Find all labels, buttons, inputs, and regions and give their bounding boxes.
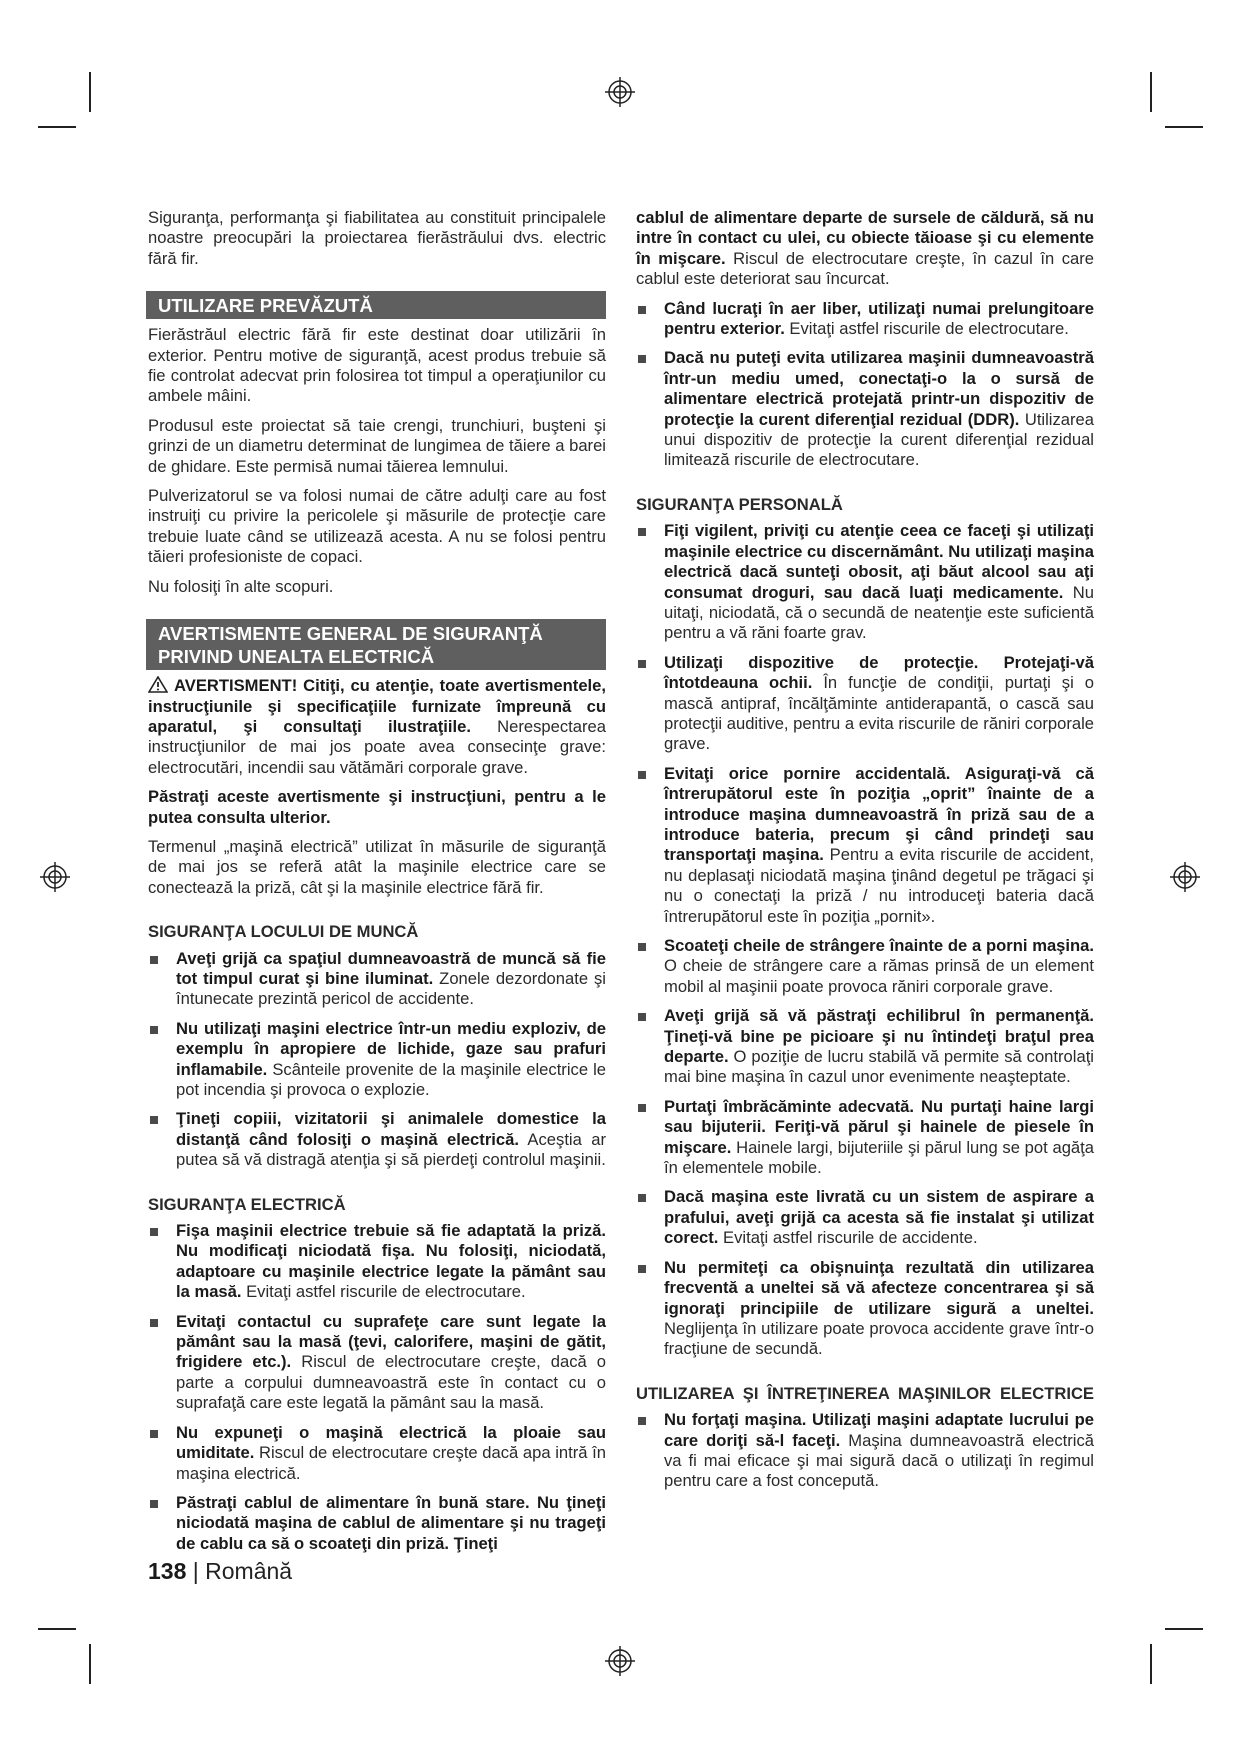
bullet xyxy=(638,1104,646,1112)
crop-mark xyxy=(1165,1628,1203,1630)
paragraph: Pulverizatorul se va folosi numai de către adulţi care au fost instruiţi cu privire la pericolele şi măsurile de protecţie care trebuie luate când se utilizează acesta. A nu se folosi pentru tăieri profesioniste de copaci. xyxy=(148,486,606,567)
registration-mark-icon xyxy=(1170,862,1200,892)
bullet xyxy=(150,1319,158,1327)
intro-paragraph: Siguranţa, performanţa şi fiabilitatea au constituit principalele noastre preocupări la proiectarea fierăstrăului dvs. electric fără fir. xyxy=(148,208,606,268)
paragraph: Produsul este proiectat să taie crengi, trunchiuri, buşteni şi grinzi de un diametru determinat de lungimea de tăiere a barei de ghidare. Este permisă numai tăierea lemnului. xyxy=(148,415,606,476)
electrical-list-continued xyxy=(636,299,1094,471)
list-item: Păstraţi cablul de alimentare în bună stare. Nu ţineţi niciodată maşina de cablul de alimentare şi nu trageţi de cablu ca să o scoateţi din priză. Ţineţi xyxy=(148,1493,606,1554)
registration-mark-icon xyxy=(40,862,70,892)
registration-mark-icon xyxy=(605,77,635,107)
bullet xyxy=(638,355,646,363)
list-item: Dacă maşina este livrată cu un sistem de aspirare a prafului, aveţi grijă ca acesta să fie instalat şi utilizat corect. Evitaţi astfel riscurile de accidente. xyxy=(636,1187,1094,1248)
personal-list xyxy=(636,521,1094,1359)
bullet xyxy=(150,1116,158,1124)
list-item: Fişa maşinii electrice trebuie să fie adaptată la priză. Nu modificaţi niciodată fişa. Nu folosiţi, niciodată, adaptoare cu maşinile electrice legate la pământ sau la masă. Evitaţi astfel riscurile de electrocutare. xyxy=(148,1221,606,1303)
page-footer xyxy=(148,1558,292,1585)
keep-instructions: Păstraţi aceste avertismente şi instrucţiuni, pentru a le putea consulta ulterior. xyxy=(148,787,606,827)
left-column xyxy=(148,208,606,1563)
work-area-list xyxy=(148,949,606,1171)
subheading-electrical: SIGURANŢA ELECTRICĂ xyxy=(148,1194,346,1214)
crop-mark xyxy=(1165,126,1203,128)
list-item: Scoateţi cheile de strângere înainte de a porni maşina. O cheie de strângere care a rămas prinsă de un element mobil al maşinii poate provoca răniri corporale grave. xyxy=(636,936,1094,997)
bullet xyxy=(150,1026,158,1034)
continued-paragraph: cablul de alimentare departe de sursele de căldură, să nu intre în contact cu ulei, cu obiecte tăioase şi cu elemente în mişcare. Riscul de electrocutare creşte, în cazul în care cablul este deteriorat sau încurcat. xyxy=(636,208,1094,289)
crop-mark xyxy=(89,72,91,112)
crop-mark xyxy=(89,1644,91,1684)
list-item: Aveţi grijă să vă păstraţi echilibrul în permanenţă. Ţineţi-vă bine pe picioare şi nu întindeţi braţul prea departe. O poziţie de lucru stabilă vă permite să controlaţi mai bine maşina în cazul unor evenimente neaşteptate. xyxy=(636,1006,1094,1088)
use-care-list xyxy=(636,1410,1094,1492)
warning-text: Nerespectarea instrucţiunilor de mai jos poate avea consecinţe grave: electrocutări, incendii sau vătămări corporale grave. xyxy=(148,716,606,777)
crop-mark xyxy=(1150,72,1152,112)
footer-language: Română xyxy=(205,1558,293,1584)
warning-triangle-icon xyxy=(148,676,174,696)
warning-paragraph xyxy=(148,676,606,778)
term-paragraph: Termenul „maşină electrică” utilizat în măsurile de siguranţă de mai jos se referă atât la maşinile electrice care se conectează la priză, cât şi la maşinile electrice fără fir. xyxy=(148,836,606,897)
bullet xyxy=(638,1265,646,1273)
bullet xyxy=(638,306,646,314)
bullet xyxy=(638,1194,646,1202)
list-item: Purtaţi îmbrăcăminte adecvată. Nu purtaţi haine largi sau bijuterii. Feriţi-vă părul şi hainele de piesele în mişcare. Hainele largi, bijuteriile şi părul lung se pot agăţa în elementele mobile. xyxy=(636,1097,1094,1179)
bullet xyxy=(638,771,646,779)
page-number: 138 xyxy=(148,1558,187,1584)
list-item: Evitaţi contactul cu suprafeţe care sunt legate la pământ sau la masă (ţevi, calorifere, maşini de gătit, frigidere etc.). Riscul de electrocutare creşte, dacă o parte a corpului dumneavoastră este în contact cu o suprafaţă care este legată la pământ sau la masă. xyxy=(148,1312,606,1414)
footer-separator: | xyxy=(186,1558,206,1584)
bullet xyxy=(150,1500,158,1508)
crop-mark xyxy=(38,126,76,128)
subheading-work-area: SIGURANŢA LOCULUI DE MUNCĂ xyxy=(148,922,419,942)
warning-bold: AVERTISMENT! Citiţi, cu atenţie, toate avertismentele, instrucţiunile şi specificaţiile furnizate împreună cu aparatul, şi consultaţi ilustraţiile. xyxy=(148,676,606,736)
bullet xyxy=(150,1430,158,1438)
bullet xyxy=(150,1228,158,1236)
bullet xyxy=(150,956,158,964)
bullet xyxy=(638,1417,646,1425)
bullet xyxy=(638,1013,646,1021)
list-item: Utilizaţi dispozitive de protecţie. Protejaţi-vă întotdeauna ochii. În funcţie de condiţii, purtaţi şi o mască antipraf, încălţăminte antiderapantă, o cască sau protecţii auditive, pentru a evita riscurile de răniri corporale grave. xyxy=(636,653,1094,755)
paragraph: Fierăstrăul electric fără fir este destinat doar utilizării în exterior. Pentru motive de siguranţă, acest produs trebuie să fie controlat adecvat prin folosirea tot timpul a operaţiunilor cu ambele mâini. xyxy=(148,325,606,406)
list-item: Nu permiteţi ca obişnuinţa rezultată din utilizarea frecventă a uneltei să vă afecteze concentrarea şi să ignoraţi principiile de utilizare sigură a uneltei. Neglijenţa în utilizare poate provoca accidente grave într-o fracţiune de secundă. xyxy=(636,1258,1094,1360)
bullet xyxy=(638,660,646,668)
paragraph: Nu folosiţi în alte scopuri. xyxy=(148,576,334,596)
section-heading-intended-use: UTILIZARE PREVĂZUTĂ xyxy=(146,291,606,319)
list-item: Aveţi grijă ca spaţiul dumneavoastră de muncă să fie tot timpul curat şi bine iluminat. Zonele dezordonate şi întunecate prezintă pericol de accidente. xyxy=(148,949,606,1010)
list-item: Dacă nu puteţi evita utilizarea maşinii dumneavoastră într-un mediu umed, conectaţi-o la o sursă de alimentare electrică protejată printr-un dispozitiv de protecţie la curent diferenţial rezidual (DDR). Utilizarea unui dispozitiv de protecţie la curent diferenţial rezidual limitează riscurile de electrocutare. xyxy=(636,348,1094,470)
subheading-use-care: UTILIZAREA ŞI ÎNTREŢINEREA MAŞINILOR ELECTRICE xyxy=(636,1383,1094,1403)
bullet xyxy=(638,943,646,951)
bullet xyxy=(638,528,646,536)
list-item: Ţineţi copiii, vizitatorii şi animalele domestice la distanţă când folosiţi o maşină electrică. Aceştia ar putea să vă distragă atenţia şi să pierdeţi controlul maşinii. xyxy=(148,1109,606,1170)
crop-mark xyxy=(1150,1644,1152,1684)
list-item: Fiţi vigilent, priviţi cu atenţie ceea ce faceţi şi utilizaţi maşinile electrice cu discernământ. Nu utilizaţi maşina electrică dacă sunteţi obosit, aţi băut alcool sau aţi consumat droguri, sau dacă luaţi medicamente. Nu uitaţi, niciodată, că o secundă de neatenţie este suficientă pentru a vă răni foarte grav. xyxy=(636,521,1094,643)
list-item: Nu expuneţi o maşină electrică la ploaie sau umiditate. Riscul de electrocutare creşte dacă apa intră în maşina electrică. xyxy=(148,1423,606,1484)
list-item: Evitaţi orice pornire accidentală. Asiguraţi-vă că întrerupătorul este în poziţia „oprit” înainte de a introduce maşina dumneavoastră în priză sau de a introduce bateria, precum şi când prindeţi sau transportaţi maşina. Pentru a evita riscurile de accident, nu deplasaţi niciodată maşina ţinând degetul pe trăgaci şi nu o conectaţi la priză / nu introduceţi bateria dacă întrerupătorul este în poziţia „pornit». xyxy=(636,764,1094,927)
list-item: Când lucraţi în aer liber, utilizaţi numai prelungitoare pentru exterior. Evitaţi astfel riscurile de electrocutare. xyxy=(636,299,1094,340)
electrical-list xyxy=(148,1221,606,1554)
right-column xyxy=(636,208,1094,1501)
crop-mark xyxy=(38,1628,76,1630)
registration-mark-icon xyxy=(605,1646,635,1676)
list-item: Nu forţaţi maşina. Utilizaţi maşini adaptate lucrului pe care doriţi să-l faceţi. Maşina dumneavoastră electrică va fi mai eficace şi mai sigură dacă o utilizaţi în regimul pentru care a fost concepută. xyxy=(636,1410,1094,1492)
subheading-personal: SIGURANŢA PERSONALĂ xyxy=(636,494,843,514)
list-item: Nu utilizaţi maşini electrice într-un mediu exploziv, de exemplu în apropiere de lichide, gaze sau prafuri inflamabile. Scânteile provenite de la maşinile electrice le pot incendia şi provoca o explozie. xyxy=(148,1019,606,1101)
section-heading-general-warnings: AVERTISMENTE GENERAL DE SIGURANŢĂ PRIVIND UNEALTA ELECTRICĂ xyxy=(146,619,606,670)
